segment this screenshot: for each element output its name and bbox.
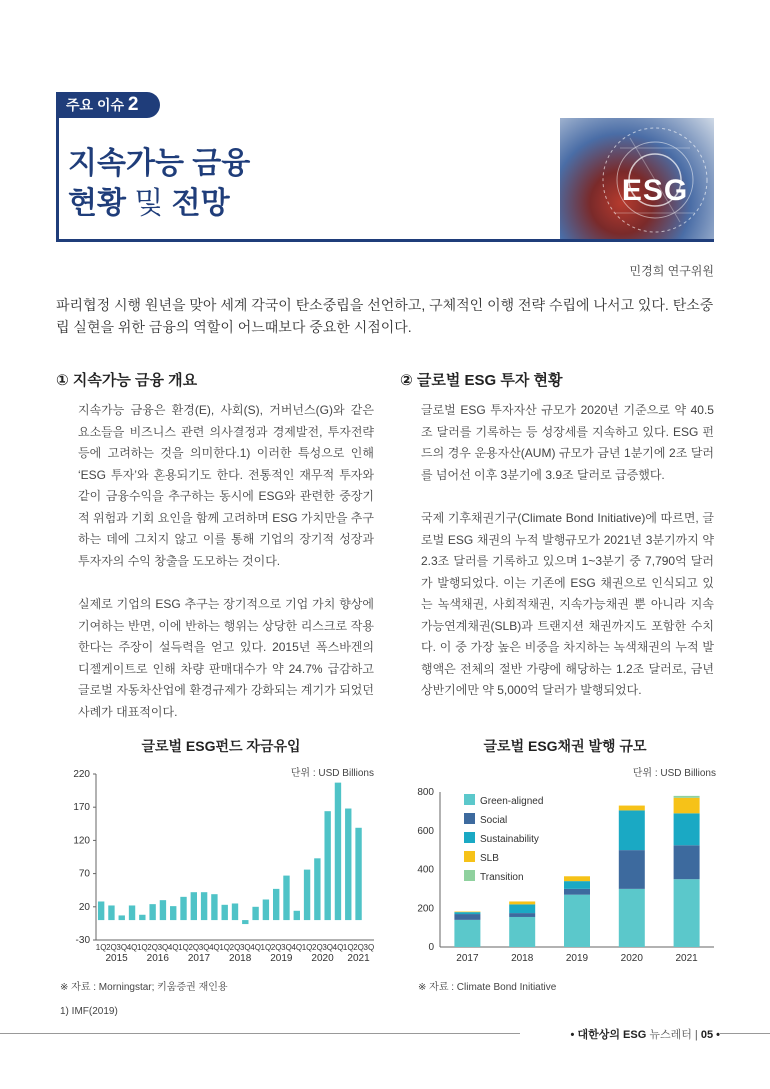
fund-y-tick-label: -30	[75, 935, 90, 946]
fund-bar	[139, 915, 145, 920]
bond-legend-swatch	[464, 813, 475, 824]
fund-quarter-label: 2Q	[106, 943, 117, 952]
fund-bar	[119, 915, 125, 920]
bond-chart-title: 글로벌 ESG채권 발행 규모	[483, 738, 647, 754]
fund-bar	[283, 876, 289, 920]
fund-quarter-label: 2Q	[270, 943, 282, 952]
bond-legend-swatch	[464, 870, 475, 881]
fund-quarter-label: 2Q	[312, 943, 323, 952]
title-line-2	[68, 184, 250, 224]
footer	[520, 1026, 720, 1042]
fund-bar	[232, 903, 238, 920]
bond-chart-source: ※ 자료 : Climate Bond Initiative	[418, 982, 557, 993]
fund-bar	[222, 905, 228, 920]
fund-bar	[294, 911, 300, 920]
fund-quarter-label: 4Q	[167, 943, 179, 952]
fund-bar	[304, 870, 310, 920]
fund-bar	[252, 907, 258, 920]
bond-bar-segment	[674, 813, 700, 845]
bond-legend-label: Transition	[480, 872, 524, 883]
fund-bar	[129, 905, 135, 920]
bond-bar-segment	[564, 895, 590, 947]
footer-page-number: 05	[700, 1029, 714, 1041]
fund-bar	[98, 901, 104, 920]
section2-paragraph-1: 글로벌 ESG 투자자산 규모가 2020년 기준으로 약 40.5조 달러를 기록하는 등 성장세를 지속하고 있다. ESG 펀드의 경우 운용자산(AUM) 규모가 금년 1분기에 2조 달러를 넘어선 이후 3분기에 3.9조 달러로 급증했다.	[421, 403, 714, 482]
bond-bar-segment	[619, 806, 645, 811]
title-left-rule	[56, 118, 59, 242]
bond-y-tick-label: 800	[417, 787, 434, 798]
fund-bar	[170, 906, 176, 920]
fund-quarter-label: 4Q	[250, 943, 261, 952]
fund-quarter-label: 1Q	[342, 943, 354, 952]
fund-flow-chart	[56, 764, 386, 970]
fund-chart-title: 글로벌 ESG펀드 자금유입	[141, 738, 301, 754]
section2-heading: ② 글로벌 ESG 투자 현황	[400, 372, 563, 389]
section1-paragraph-1: 지속가능 금융은 환경(E), 사회(S), 거버넌스(G)와 같은 요소들을 비즈니스 관련 의사결정과 경제발전, 투자전략 등에 고려하는 것을 의미한다.1) 이러한 특성으로 인해 ‘ESG 투자’와 혼용되기도 한다. 전통적인 재무적 투자와 같이 금융수익을 추구하는 동시에 ESG와 관련한 중장기적 위험과 기회 요인을 함께 고려하며 ESG 가치만을 추구하는 데에 그치지 않고 이를 통해 기업의 장기적 성장과 투자자의 수익 창출을 도모하는 것이다.	[78, 403, 374, 568]
fund-bar	[180, 897, 186, 920]
bond-y-tick-label: 600	[417, 825, 434, 837]
fund-quarter-label: 3Q	[198, 943, 210, 952]
fund-y-tick-label: 120	[73, 835, 90, 847]
fund-bar	[108, 905, 114, 920]
fund-quarter-label: 2Q	[353, 943, 364, 952]
fund-year-label: 2017	[187, 953, 211, 964]
bond-legend-swatch	[464, 794, 475, 805]
footer-pub: 대한상의 ESG	[577, 1029, 647, 1041]
fund-quarter-label: 4Q	[291, 943, 303, 952]
bond-bar-segment	[674, 796, 700, 798]
section1-heading: ① 지속가능 금융 개요	[56, 372, 198, 389]
bond-bar-segment	[619, 889, 645, 947]
footnote: 1) IMF(2019)	[60, 1006, 118, 1017]
bond-bar-segment	[564, 889, 590, 895]
esg-hero-label: ESG	[621, 174, 689, 207]
bond-legend-label: Green-aligned	[480, 796, 544, 807]
lead-paragraph: 파리협정 시행 원년을 맞아 세계 각국이 탄소중립을 선언하고, 구체적인 이행 전략 수립에 나서고 있다. 탄소중립 실현을 위한 금융의 역할이 어느때보다 중요한 시점이다.	[56, 297, 714, 335]
fund-quarter-label: 3Q	[116, 943, 128, 952]
fund-bar	[201, 892, 207, 920]
bond-x-tick-label: 2020	[620, 953, 643, 964]
issue-tag-number: 2	[127, 94, 139, 115]
fund-bar	[242, 920, 248, 924]
fund-y-tick-label: 220	[73, 769, 90, 780]
bond-legend-swatch	[464, 851, 475, 862]
fund-bar	[149, 904, 155, 920]
fund-year-label: 2015	[105, 953, 128, 964]
fund-quarter-label: 2Q	[229, 943, 241, 952]
fund-quarter-label: 1Q	[136, 943, 148, 952]
fund-quarter-label: 3Q	[281, 943, 292, 952]
fund-quarter-label: 4Q	[209, 943, 220, 952]
esg-hero-image	[560, 118, 714, 239]
section2-paragraph-2: 국제 기후채권기구(Climate Bond Initiative)에 따르면, 글로벌 ESG 채권의 누적 발행규모가 2021년 3분기까지 약 2.3조 달러를 기록하고 있으며 1~3분기 중 7,790억 달러가 발행되었다. 이는 기존에 ESG 채권으로 인식되고 있는 녹색채권, 사회적채권, 지속가능채권 뿐 아니라 지속가능연계채권(SLB)과 트랜지션 채권까지도 포함한 수치다. 이 중 가장 높은 비중을 차지하는 녹색채권의 누적 발행액은 전체의 절반 가량에 해당하는 1.2조 달러로, 금년 상반기에만 약 5,000억 달러가 발행되었다.	[421, 511, 714, 697]
bond-legend-label: Sustainability	[480, 834, 539, 845]
fund-bar	[191, 892, 197, 920]
fund-bar	[263, 899, 269, 920]
fund-bar	[345, 809, 351, 921]
footer-bullet-icon-right: •	[713, 1029, 720, 1041]
title-line-1: 지속가능 금융	[68, 147, 251, 180]
bond-legend-label: Social	[480, 815, 508, 826]
bond-bar-segment	[509, 904, 535, 913]
bond-x-tick-label: 2018	[511, 953, 534, 964]
bond-issuance-chart	[400, 780, 716, 970]
issue-tag	[56, 92, 160, 118]
bond-x-tick-label: 2021	[675, 953, 698, 964]
fund-year-label: 2021	[347, 953, 370, 964]
fund-bar	[324, 811, 330, 920]
bond-bar-segment	[454, 912, 480, 913]
footer-suffix: 뉴스레터	[649, 1029, 692, 1041]
fund-bar	[273, 889, 279, 920]
fund-quarter-label: 1Q	[95, 943, 107, 952]
bond-bar-segment	[509, 917, 535, 947]
fund-chart-source: ※ 자료 : Morningstar; 키움증권 재인용	[60, 982, 228, 993]
bond-y-tick-label: 0	[428, 942, 434, 953]
bond-bar-segment	[674, 845, 700, 879]
author: 민경희 연구위원	[629, 264, 714, 278]
fund-quarter-label: 3Q	[239, 943, 251, 952]
bond-chart-unit: 단위 : USD Billions	[632, 768, 716, 779]
section1-paragraph-2: 실제로 기업의 ESG 추구는 장기적으로 기업 가치 향상에 기여하는 반면, 이에 반하는 행위는 상당한 리스크로 작용한다는 주장이 설득력을 얻고 있다. 2015년 폭스바겐의 디젤게이트로 인해 차량 판매대수가 약 24.7% 급감하고 글로벌 자동차산업에 환경규제가 강화되는 계기가 되었던 사례가 대표적이다.	[78, 597, 374, 719]
fund-quarter-label: 3Q	[157, 943, 169, 952]
bond-bar-segment	[454, 912, 480, 914]
fund-y-tick-label: 20	[78, 901, 90, 913]
fund-quarter-label: 1Q	[219, 943, 231, 952]
fund-year-label: 2018	[229, 953, 252, 964]
fund-year-label: 2016	[146, 953, 169, 964]
fund-quarter-label: 1Q	[301, 943, 313, 952]
bond-bar-segment	[619, 850, 645, 889]
bond-bar-segment	[674, 879, 700, 947]
bond-y-tick-label: 200	[417, 903, 434, 915]
fund-quarter-label: 2Q	[188, 943, 200, 952]
footer-bullet-icon: •	[570, 1029, 578, 1041]
footer-divider: |	[694, 1029, 698, 1041]
bond-x-tick-label: 2019	[565, 953, 589, 964]
fund-quarter-label: 4Q	[332, 943, 344, 952]
bond-bar-segment	[509, 901, 535, 904]
bond-bar-segment	[564, 881, 590, 889]
bond-bar-segment	[509, 913, 535, 917]
bond-bar-segment	[619, 810, 645, 850]
bond-bar-segment	[564, 876, 590, 881]
bond-bar-segment	[454, 914, 480, 920]
bond-x-tick-label: 2017	[456, 953, 479, 964]
fund-bar	[211, 894, 217, 920]
fund-bar	[355, 828, 361, 920]
fund-year-label: 2019	[270, 953, 293, 964]
fund-quarter-label: 4Q	[126, 943, 138, 952]
bond-y-tick-label: 400	[417, 864, 434, 876]
fund-year-label: 2020	[311, 953, 334, 964]
fund-bar	[314, 858, 320, 920]
fund-bar	[335, 783, 341, 920]
fund-y-tick-label: 70	[78, 868, 90, 880]
fund-quarter-label: 1Q	[178, 943, 189, 952]
title-word-2: 및	[134, 187, 164, 220]
bond-legend-swatch	[464, 832, 475, 843]
fund-y-tick-label: 170	[73, 802, 90, 814]
title-word-3: 전망	[171, 187, 230, 220]
title-word-1: 현황	[68, 187, 126, 220]
bond-legend-label: SLB	[480, 853, 499, 864]
fund-quarter-label: 3Q	[322, 943, 334, 952]
fund-quarter-label: 3Q	[363, 943, 375, 952]
fund-bar	[160, 900, 166, 920]
fund-quarter-label: 1Q	[260, 943, 272, 952]
page-title	[68, 144, 250, 224]
fund-chart-unit: 단위 : USD Billions	[290, 768, 374, 779]
bond-bar-segment	[674, 798, 700, 814]
header-bottom-rule	[56, 239, 714, 242]
bond-bar-segment	[454, 920, 480, 947]
fund-quarter-label: 2Q	[147, 943, 158, 952]
issue-tag-label: 주요 이슈	[66, 97, 124, 113]
